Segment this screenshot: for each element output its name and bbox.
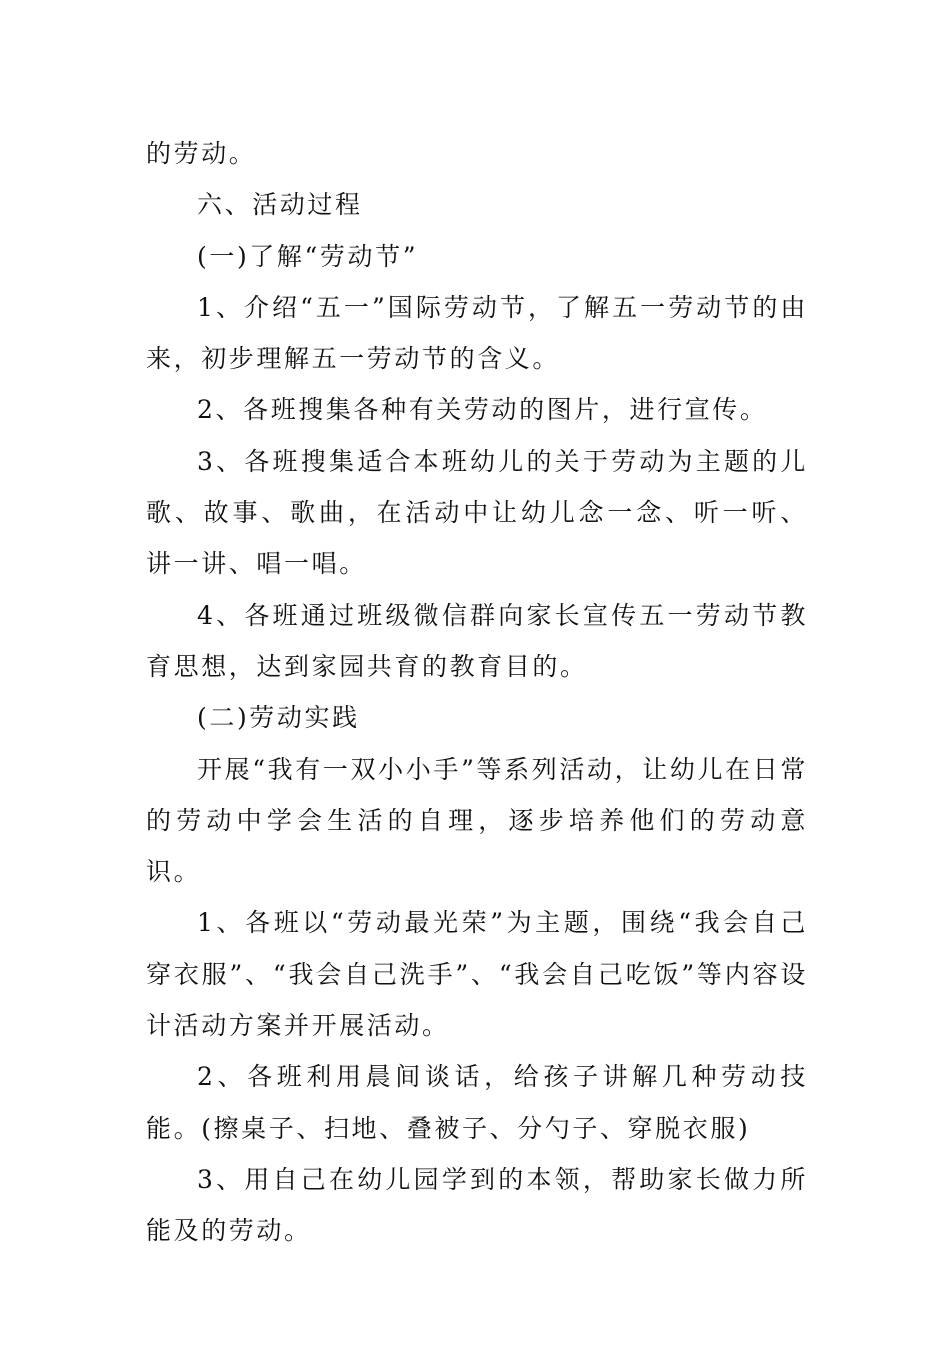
document-body <box>146 128 808 1257</box>
paragraph-item-1: 1、介绍“五一”国际劳动节，了解五一劳动节的由来，初步理解五一劳动节的含义。 <box>146 292 808 374</box>
subheading-understand-labor-day: (一)了解“劳动节” <box>197 241 419 271</box>
paragraph-item-4: 4、各班通过班级微信群向家长宣传五一劳动节教育思想，达到家园共育的教育目的。 <box>146 600 808 681</box>
paragraph-practice-item-3: 3、用自己在幼儿园学到的本领，帮助家长做力所能及的劳动。 <box>146 1164 808 1246</box>
subheading-labor-practice: (二)劳动实践 <box>197 703 360 733</box>
paragraph-item-3: 3、各班搜集适合本班幼儿的关于劳动为主题的儿歌、故事、歌曲，在活动中让幼儿念一念、听一听、讲一讲、唱一唱。 <box>146 446 808 579</box>
paragraph-continuation: 的劳动。 <box>146 139 257 168</box>
paragraph-practice-intro: 开展“我有一双小小手”等系列活动，让幼儿在日常的劳动中学会生活的自理，逐步培养他们的劳动意识。 <box>146 754 808 887</box>
section-heading-activity-process: 六、活动过程 <box>197 190 363 220</box>
paragraph-item-2: 2、各班搜集各种有关劳动的图片，进行宣传。 <box>197 395 768 425</box>
paragraph-practice-item-2: 2、各班利用晨间谈话，给孩子讲解几种劳动技能。(擦桌子、扫地、叠被子、分勺子、穿脱衣服) <box>146 1062 808 1143</box>
paragraph-practice-item-1: 1、各班以“劳动最光荣”为主题，围绕“我会自己穿衣服”、“我会自己洗手”、“我会自己吃饭”等内容设计活动方案并开展活动。 <box>146 908 808 1041</box>
